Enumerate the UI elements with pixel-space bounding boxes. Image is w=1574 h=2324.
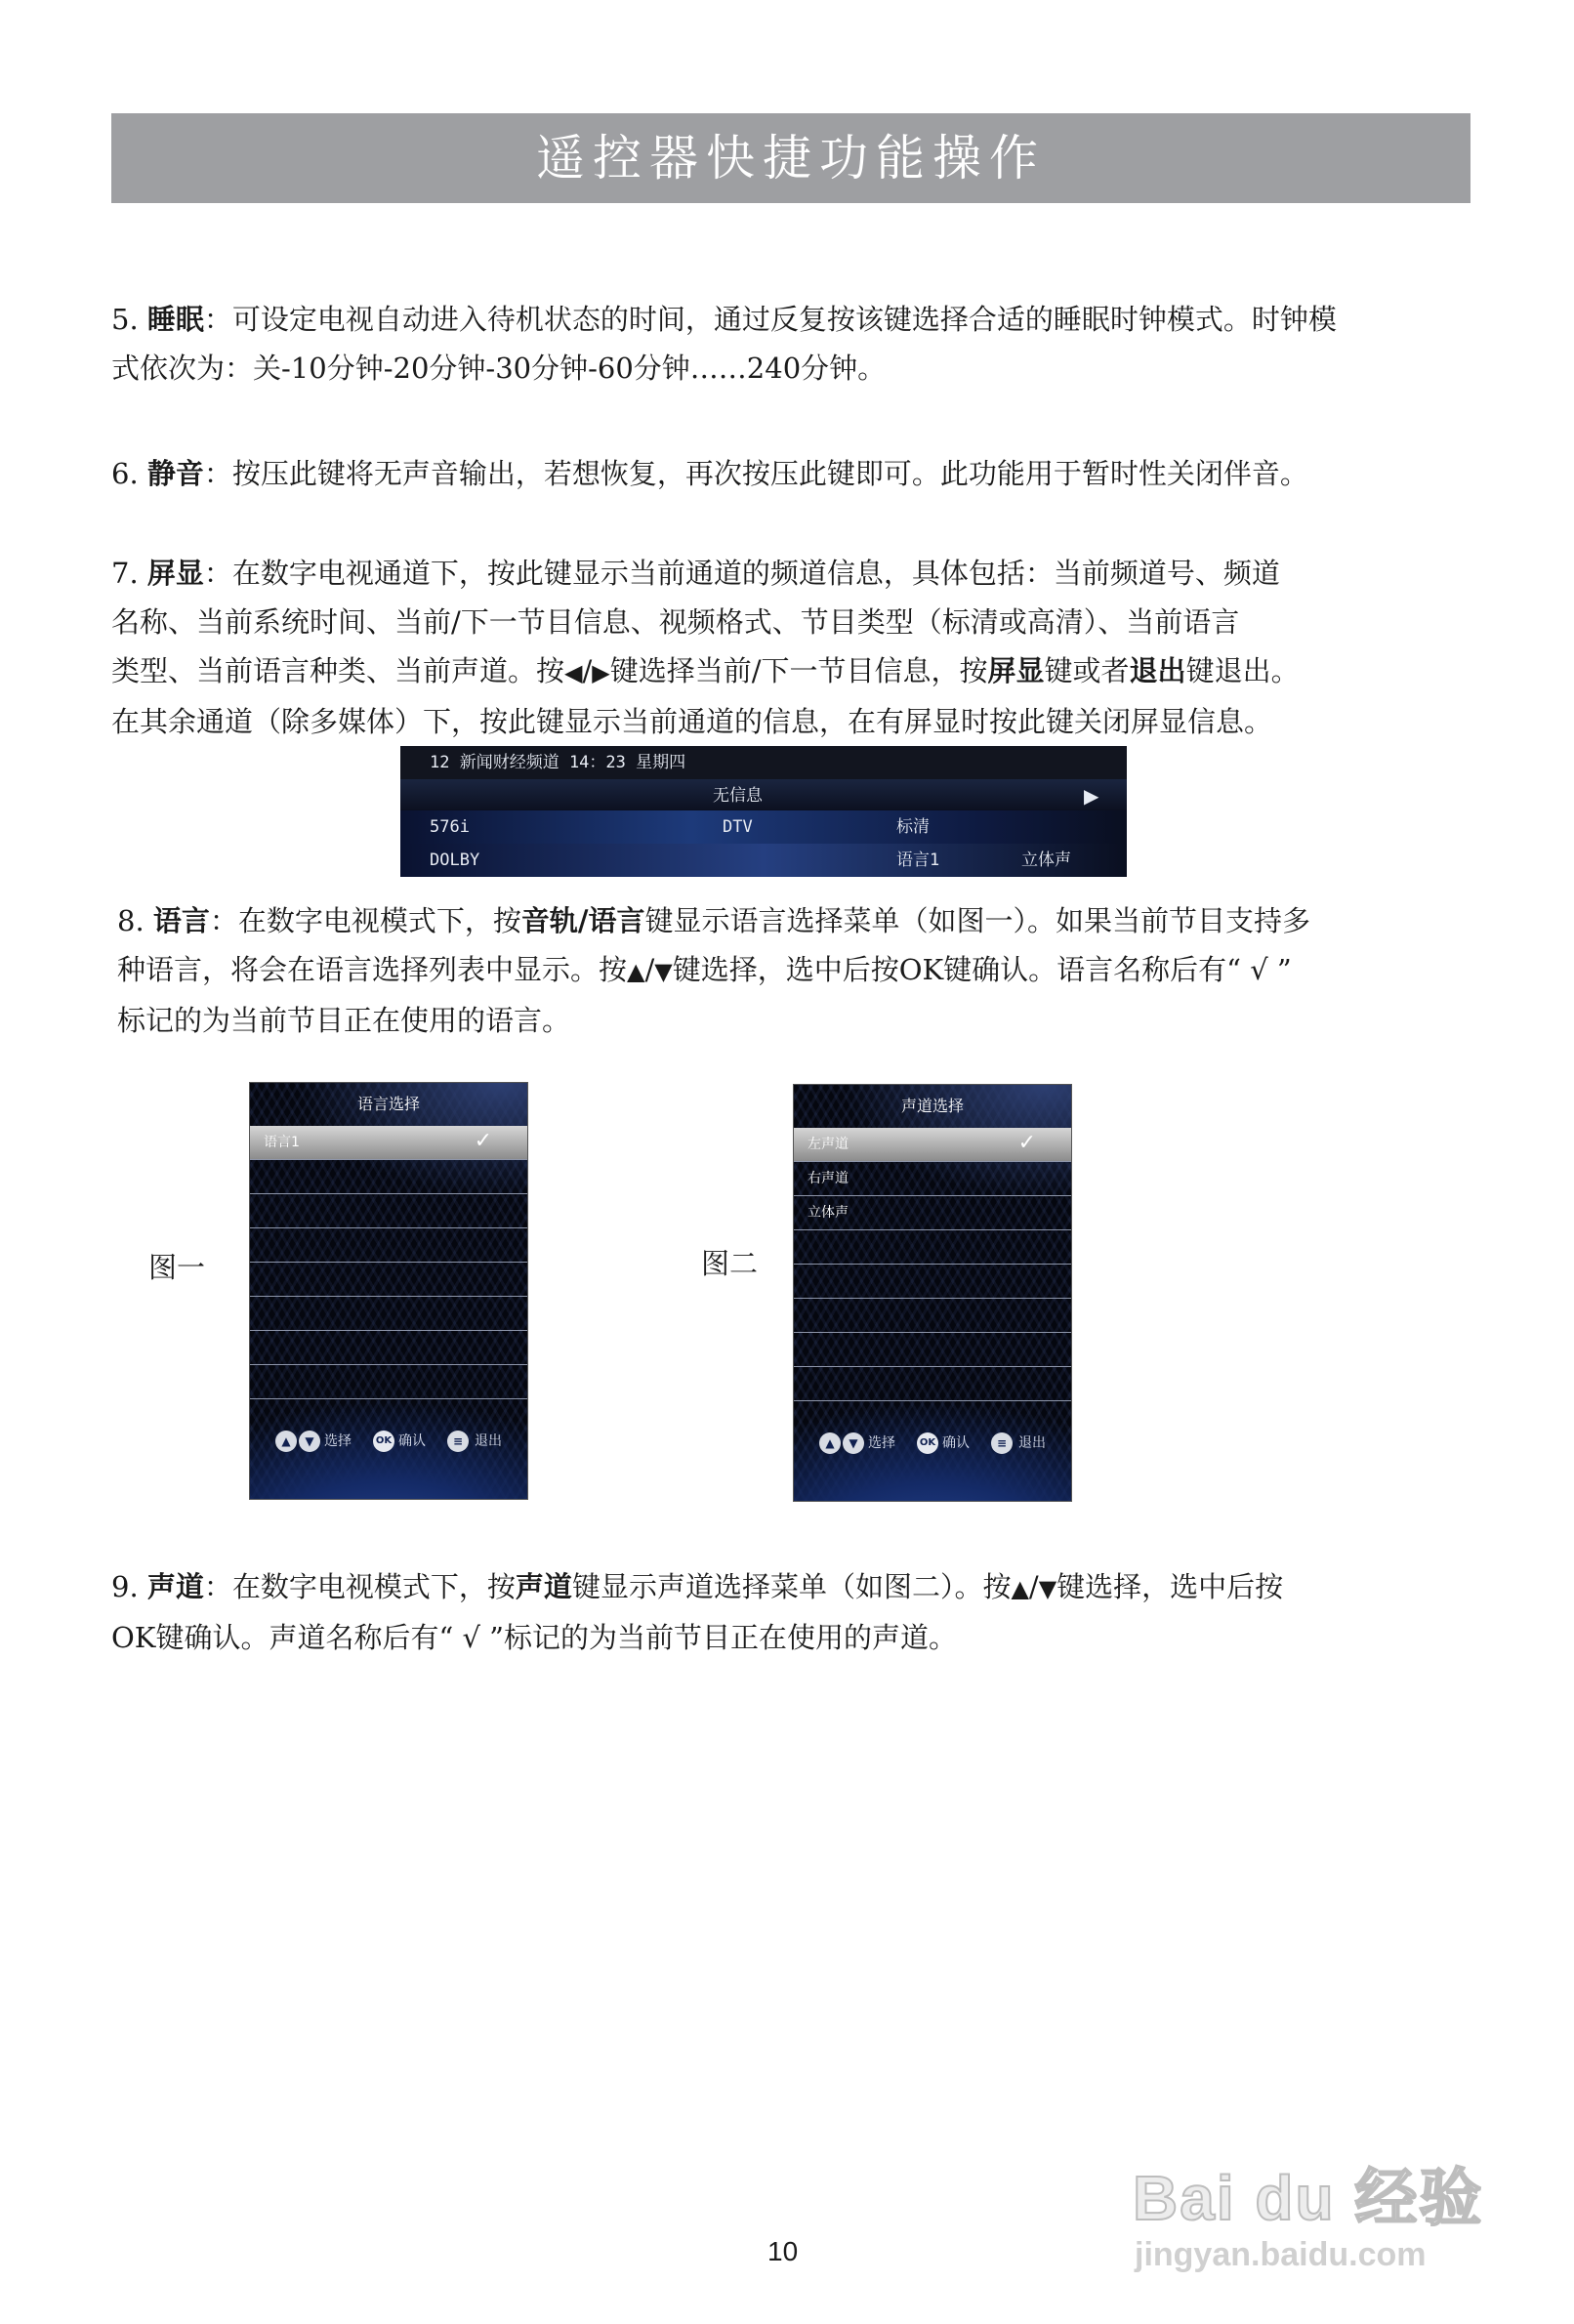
section-mute xyxy=(111,449,1478,498)
menu-item[interactable] xyxy=(250,1160,527,1194)
osd-row-program xyxy=(400,779,1127,811)
down-arrow-icon: ▼ xyxy=(843,1432,864,1454)
section-language-line-2: 种语言，将会在语言选择列表中显示。按▲/▼键选择，选中后按OK键确认。语言名称后有“ √ ” xyxy=(117,953,1292,986)
section-language-line-1: 8. 语言：在数字电视模式下，按音轨/语言键显示语言选择菜单（如图一）。如果当前节目支持多 xyxy=(117,904,1311,937)
osd-info-bar xyxy=(400,746,1127,877)
menu-item[interactable] xyxy=(794,1299,1071,1333)
up-arrow-icon: ▲ xyxy=(627,958,645,985)
osd-row-audio xyxy=(400,844,1127,877)
down-arrow-icon: ▼ xyxy=(299,1431,320,1452)
menu-item[interactable] xyxy=(250,1194,527,1228)
section-display-line-3: 类型、当前语言种类、当前声道。按◀/▶键选择当前/下一节目信息，按屏显键或者退出键退出。 xyxy=(111,654,1300,687)
section-sound-channel-line-2: OK键确认。声道名称后有“ √ ”标记的为当前节目正在使用的声道。 xyxy=(111,1621,958,1654)
menu-item-selected[interactable]: 语言1 ✓ xyxy=(250,1126,527,1160)
section-language xyxy=(117,896,1484,1045)
menu-title: 声道选择 xyxy=(900,1097,964,1115)
menu-item[interactable] xyxy=(250,1228,527,1263)
menu-item[interactable]: 右声道 xyxy=(794,1162,1071,1196)
left-arrow-icon: ◀ xyxy=(564,659,583,686)
section-sound-channel xyxy=(111,1562,1478,1662)
menu-item[interactable] xyxy=(794,1367,1071,1401)
osd-source: DTV xyxy=(723,817,753,837)
section-language-line-3: 标记的为当前节目正在使用的语言。 xyxy=(117,1004,571,1037)
down-arrow-icon: ▼ xyxy=(1038,1575,1057,1602)
sound-channel-select-menu xyxy=(793,1084,1072,1502)
baidu-jingyan-watermark xyxy=(1133,2109,1484,2304)
mute-key-label: 静音 xyxy=(146,457,204,490)
section-sleep-line-1: 5. 睡眠：可设定电视自动进入待机状态的时间，通过反复按该键选择合适的睡眠时钟模式。时钟模 xyxy=(111,303,1337,336)
osd-row-format xyxy=(400,810,1127,845)
menu-item[interactable] xyxy=(250,1331,527,1365)
page-title-banner: 遥控器快捷功能操作 xyxy=(111,113,1470,203)
osd-sound: 立体声 xyxy=(1021,851,1071,870)
section-sleep xyxy=(111,295,1478,393)
up-arrow-icon: ▲ xyxy=(275,1431,297,1452)
menu-item[interactable] xyxy=(250,1297,527,1331)
osd-channel-info: 12 新闻财经频道 14：23 星期四 xyxy=(430,753,686,772)
menu-title: 语言选择 xyxy=(356,1095,420,1113)
menu-footer: ▲ ▼ 选择 OK 确认 ≡ 退出 xyxy=(250,1425,527,1460)
check-icon: ✓ xyxy=(1017,1131,1036,1155)
display-key-label: 屏显 xyxy=(146,557,204,590)
osd-language: 语言1 xyxy=(896,851,940,870)
osd-next-arrow-icon: ▶ xyxy=(1084,784,1099,808)
sleep-key-label: 睡眠 xyxy=(146,303,204,336)
menu-item[interactable]: 立体声 xyxy=(794,1196,1071,1230)
ok-icon: OK xyxy=(373,1431,394,1452)
watermark-url: jingyan.baidu.com xyxy=(1135,2236,1427,2273)
menu-item[interactable] xyxy=(250,1263,527,1297)
section-display-line-1: 7. 屏显：在数字电视通道下，按此键显示当前通道的频道信息，具体包括：当前频道号、频道 xyxy=(111,557,1280,590)
section-display-line-2: 名称、当前系统时间、当前/下一节目信息、视频格式、节目类型（标清或高清）、当前语言 xyxy=(111,605,1240,639)
section-mute-line-1: 6. 静音：按压此键将无声音输出，若想恢复，再次按压此键即可。此功能用于暂时性关闭伴音。 xyxy=(111,457,1308,490)
right-arrow-icon: ▶ xyxy=(592,659,610,686)
language-select-menu xyxy=(249,1082,528,1500)
menu-item[interactable] xyxy=(794,1265,1071,1299)
down-arrow-icon: ▼ xyxy=(654,958,673,985)
menu-exit-icon: ≡ xyxy=(447,1431,469,1452)
osd-definition: 标清 xyxy=(896,817,930,837)
osd-row-channel xyxy=(400,746,1127,780)
menu-item[interactable] xyxy=(250,1365,527,1399)
osd-program: 无信息 xyxy=(713,786,763,806)
menu-item[interactable] xyxy=(794,1230,1071,1265)
figure-2-label: 图二 xyxy=(701,1247,759,1280)
menu-item[interactable] xyxy=(794,1333,1071,1367)
section-display-line-4: 在其余通道（除多媒体）下，按此键显示当前通道的信息，在有屏显时按此键关闭屏显信息。 xyxy=(111,705,1273,738)
section-sleep-line-2: 式依次为：关-10分钟-20分钟-30分钟-60分钟……240分钟。 xyxy=(111,352,887,385)
check-icon: ✓ xyxy=(474,1129,492,1153)
section-display xyxy=(111,549,1478,746)
section-sound-channel-line-1: 9. 声道：在数字电视模式下，按声道键显示声道选择菜单（如图二）。按▲/▼键选择，选中后按 xyxy=(111,1570,1284,1603)
up-arrow-icon: ▲ xyxy=(819,1432,841,1454)
page-number: 10 xyxy=(767,2236,799,2266)
menu-exit-icon: ≡ xyxy=(991,1432,1013,1454)
menu-item-selected[interactable]: 左声道 ✓ xyxy=(794,1128,1071,1162)
menu-footer: ▲ ▼ 选择 OK 确认 ≡ 退出 xyxy=(794,1427,1071,1462)
figure-1-label: 图一 xyxy=(148,1251,206,1284)
osd-audio-format: DOLBY xyxy=(430,851,480,870)
up-arrow-icon: ▲ xyxy=(1011,1575,1029,1602)
watermark-brand: Bai du 经验 xyxy=(1133,2163,1484,2233)
osd-video-format: 576i xyxy=(430,817,470,837)
ok-icon: OK xyxy=(917,1432,938,1454)
